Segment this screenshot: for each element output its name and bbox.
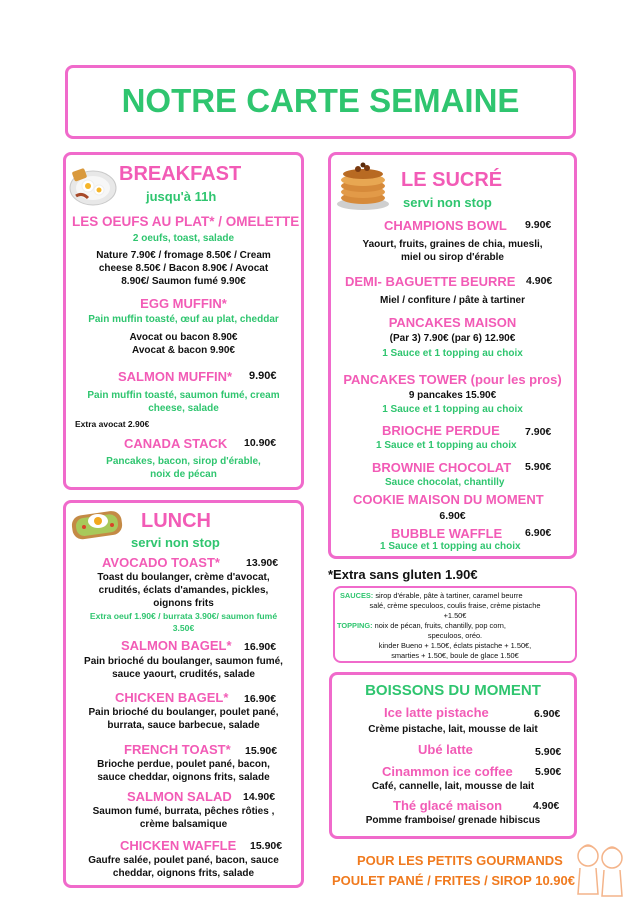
brioche-perdue-title: BRIOCHE PERDUE bbox=[382, 423, 500, 438]
sauces-label: SAUCES: bbox=[340, 591, 374, 600]
avocado-toast-extra-2: 3.50€ bbox=[172, 623, 195, 633]
lunch-sub: servi non stop bbox=[131, 535, 220, 550]
avocado-toast-desc-1: Toast du boulanger, crème d'avocat, bbox=[97, 572, 270, 583]
french-toast-desc-2: sauce cheddar, oignons frits, salade bbox=[97, 772, 270, 783]
cookie-title: COOKIE MAISON DU MOMENT bbox=[353, 492, 544, 507]
egg-muffin-title: EGG MUFFIN* bbox=[140, 296, 227, 311]
sauces-line-2: salé, crème speculoos, coulis fraise, crème pistache bbox=[369, 601, 541, 610]
pancakes-tower-line-2: 1 Sauce et 1 topping au choix bbox=[382, 404, 523, 415]
champions-bowl-price: 9.90€ bbox=[525, 219, 552, 231]
chicken-waffle-desc-2: cheddar, oignons frits, salade bbox=[112, 868, 255, 879]
cinammon-title: Cinammon ice coffee bbox=[382, 764, 513, 779]
salmon-bagel-desc-1: Pain brioché du boulanger, saumon fumé, bbox=[84, 656, 283, 667]
avocado-toast-extra-1: Extra oeuf 1.90€ / burrata 3.90€/ saumon fumé bbox=[89, 611, 278, 621]
canada-stack-title: CANADA STACK bbox=[124, 436, 228, 451]
gluten-note: *Extra sans gluten 1.90€ bbox=[328, 567, 478, 582]
breakfast-plate-icon bbox=[68, 162, 118, 208]
ice-latte-price: 6.90€ bbox=[534, 708, 561, 720]
canada-stack-desc-2: noix de pécan bbox=[150, 469, 217, 480]
french-toast-price: 15.90€ bbox=[245, 745, 278, 757]
demi-baguette-price: 4.90€ bbox=[526, 275, 553, 287]
pancakes-tower-line-1: 9 pancakes 15.90€ bbox=[408, 390, 497, 401]
brownie-title: BROWNIE CHOCOLAT bbox=[372, 460, 512, 475]
pancakes-maison-line-1: (Par 3) 7.90€ (par 6) 12.90€ bbox=[389, 333, 516, 344]
breakfast-heading: BREAKFAST bbox=[119, 163, 242, 185]
salmon-salad-desc-2: crème balsamique bbox=[139, 819, 228, 830]
champions-bowl-desc-2: miel ou sirop d'érable bbox=[401, 252, 504, 263]
pancakes-tower-title: PANCAKES TOWER (pour les pros) bbox=[343, 372, 562, 387]
sucre-heading: LE SUCRÉ bbox=[401, 169, 503, 191]
cinammon-desc: Café, cannelle, lait, mousse de lait bbox=[371, 781, 535, 792]
brioche-perdue-desc: 1 Sauce et 1 topping au choix bbox=[376, 440, 517, 451]
oeufs-sub: 2 oeufs, toast, salade bbox=[132, 233, 235, 244]
salmon-salad-price: 14.90€ bbox=[243, 791, 276, 803]
salmon-bagel-desc-2: sauce yaourt, crudités, salade bbox=[112, 669, 255, 680]
salmon-muffin-title: SALMON MUFFIN* bbox=[118, 369, 233, 384]
champions-bowl-desc-1: Yaourt, fruits, graines de chia, muesli, bbox=[362, 239, 543, 250]
brownie-price: 5.90€ bbox=[525, 461, 552, 473]
bubble-waffle-price: 6.90€ bbox=[525, 527, 552, 539]
cinammon-price: 5.90€ bbox=[535, 766, 562, 778]
brownie-desc: Sauce chocolat, chantilly bbox=[385, 477, 505, 488]
salmon-bagel-title: SALMON BAGEL* bbox=[121, 638, 232, 653]
pancake-stack-icon bbox=[334, 160, 392, 212]
the-glace-title: Thé glacé maison bbox=[393, 798, 503, 813]
topping-text-1: noix de pécan, fruits, chantilly, pop corn, bbox=[372, 621, 506, 630]
pancakes-maison-line-2: 1 Sauce et 1 topping au choix bbox=[382, 348, 523, 359]
topping-line-1 bbox=[337, 621, 506, 630]
chicken-waffle-desc-1: Gaufre salée, poulet pané, bacon, sauce bbox=[88, 855, 279, 866]
avocado-toast-desc-2: crudités, éclats d'amandes, pickles, bbox=[98, 585, 269, 596]
page-title: NOTRE CARTE SEMAINE bbox=[121, 82, 520, 119]
brioche-perdue-price: 7.90€ bbox=[525, 426, 552, 438]
kids-drawing-icon bbox=[568, 838, 632, 902]
french-toast-desc-1: Brioche perdue, poulet pané, bacon, bbox=[97, 759, 270, 770]
oeufs-line-2: cheese 8.50€ / Bacon 8.90€ / Avocat bbox=[98, 263, 269, 274]
cookie-price: 6.90€ bbox=[439, 510, 466, 522]
ube-latte-price: 5.90€ bbox=[535, 746, 562, 758]
lunch-heading: LUNCH bbox=[141, 510, 211, 532]
french-toast-title: FRENCH TOAST* bbox=[124, 742, 231, 757]
breakfast-sub: jusqu'à 11h bbox=[146, 189, 217, 204]
avocado-toast-price: 13.90€ bbox=[246, 557, 279, 569]
oeufs-line-3: 8.90€/ Saumon fumé 9.90€ bbox=[121, 276, 246, 287]
avocado-toast-title: AVOCADO TOAST* bbox=[102, 555, 220, 570]
chicken-bagel-desc-1: Pain brioché du boulanger, poulet pané, bbox=[88, 707, 279, 718]
chicken-bagel-title: CHICKEN BAGEL* bbox=[115, 690, 229, 705]
demi-baguette-desc: Miel / confiture / pâte à tartiner bbox=[379, 295, 526, 306]
sucre-sub: servi non stop bbox=[403, 195, 492, 210]
salmon-muffin-desc-1: Pain muffin toasté, saumon fumé, cream bbox=[87, 390, 280, 401]
chicken-waffle-title: CHICKEN WAFFLE bbox=[120, 838, 237, 853]
oeufs-title: LES OEUFS AU PLAT* / OMELETTE bbox=[72, 214, 300, 229]
extra-avocat: Extra avocat 2.90€ bbox=[75, 419, 150, 429]
oeufs-line-1: Nature 7.90€ / fromage 8.50€ / Cream bbox=[96, 250, 271, 261]
topping-line-3: kinder Bueno + 1.50€, éclats pistache + 1.50€, bbox=[378, 641, 532, 650]
the-glace-price: 4.90€ bbox=[533, 800, 560, 812]
demi-baguette-title: DEMI- BAGUETTE BEURRE bbox=[345, 274, 516, 289]
salmon-muffin-desc-2: cheese, salade bbox=[148, 403, 219, 414]
topping-line-4: smarties + 1.50€, boule de glace 1.50€ bbox=[391, 651, 519, 660]
topping-label: TOPPING: bbox=[337, 621, 373, 630]
chicken-bagel-price: 16.90€ bbox=[244, 693, 277, 705]
ice-latte-title: Ice latte pistache bbox=[384, 705, 489, 720]
sauces-text-1: sirop d'érable, pâte à tartiner, caramel beurre bbox=[373, 591, 523, 600]
ube-latte-title: Ubé latte bbox=[418, 742, 473, 757]
boissons-heading: BOISSONS DU MOMENT bbox=[365, 682, 541, 699]
egg-muffin-line-1: Avocat ou bacon 8.90€ bbox=[129, 332, 238, 343]
salmon-muffin-price: 9.90€ bbox=[249, 370, 277, 382]
salmon-salad-title: SALMON SALAD bbox=[127, 789, 232, 804]
avocado-toast-desc-3: oignons frits bbox=[153, 598, 214, 609]
bubble-waffle-title: BUBBLE WAFFLE bbox=[391, 526, 503, 541]
kids-line-1: POUR LES PETITS GOURMANDS bbox=[357, 853, 563, 868]
the-glace-desc: Pomme framboise/ grenade hibiscus bbox=[365, 815, 541, 826]
topping-line-2: speculoos, oréo. bbox=[427, 631, 483, 640]
salmon-bagel-price: 16.90€ bbox=[244, 641, 277, 653]
egg-muffin-line-2: Avocat & bacon 9.90€ bbox=[131, 345, 235, 356]
canada-stack-desc-1: Pancakes, bacon, sirop d'érable, bbox=[106, 456, 261, 467]
sauces-line-3: +1.50€ bbox=[443, 611, 467, 620]
bubble-waffle-desc: 1 Sauce et 1 topping au choix bbox=[380, 541, 521, 552]
kids-line-2: POULET PANÉ / FRITES / SIROP 10.90€ bbox=[332, 873, 575, 888]
champions-bowl-title: CHAMPIONS BOWL bbox=[384, 218, 507, 233]
chicken-waffle-price: 15.90€ bbox=[250, 840, 283, 852]
sauces-line-1 bbox=[340, 591, 523, 600]
canada-stack-price: 10.90€ bbox=[244, 437, 277, 449]
pancakes-maison-title: PANCAKES MAISON bbox=[388, 315, 517, 330]
salmon-salad-desc-1: Saumon fumé, burrata, pêches rôties , bbox=[92, 806, 275, 817]
avocado-toast-icon bbox=[68, 503, 128, 543]
egg-muffin-desc: Pain muffin toasté, œuf au plat, cheddar bbox=[88, 314, 279, 325]
ice-latte-desc: Crème pistache, lait, mousse de lait bbox=[368, 724, 538, 735]
chicken-bagel-desc-2: burrata, sauce barbecue, salade bbox=[107, 720, 260, 731]
